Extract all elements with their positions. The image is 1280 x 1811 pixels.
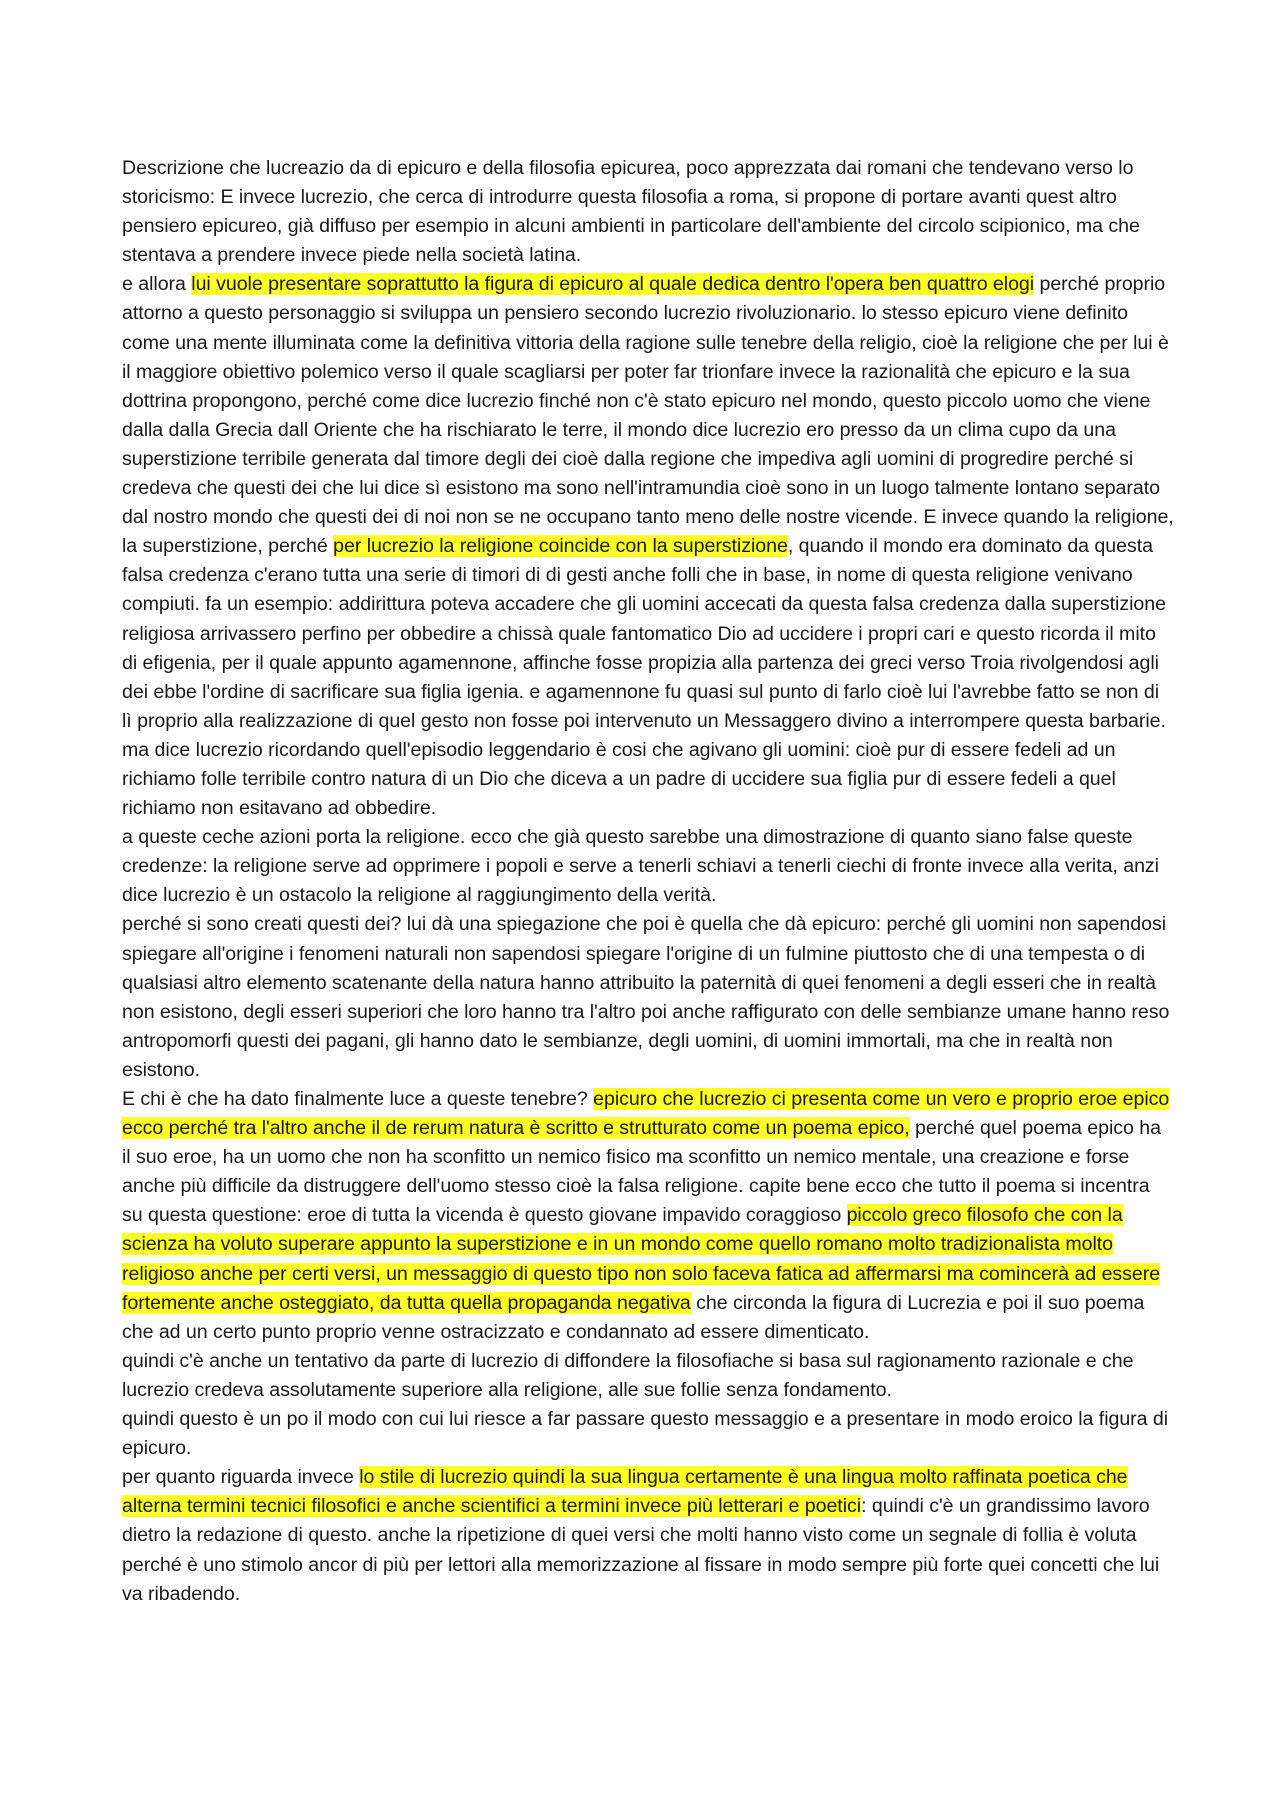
paragraph-intro xyxy=(122,154,1174,270)
paragraph-epicuro-elogi xyxy=(122,270,1174,823)
paragraph-origine-dei xyxy=(122,910,1174,1085)
highlighted-text: lui vuole presentare soprattutto la figura di epicuro al quale dedica dentro l'opera ben quattro elogi xyxy=(191,273,1035,296)
paragraph-tentativo xyxy=(122,1347,1174,1405)
document-body xyxy=(122,154,1174,1609)
text-span: E chi è che ha dato finalmente luce a queste tenebre? xyxy=(122,1088,594,1110)
paragraph-stile xyxy=(122,1463,1174,1608)
highlighted-text: per lucrezio la religione coincide con la superstizione xyxy=(333,535,788,558)
text-span: quindi questo è un po il modo con cui lui riesce a far passare questo messaggio e a presentare in modo eroico la figura di epicuro. xyxy=(122,1408,1169,1460)
text-span: perché quel poema epico ha il suo eroe, ha un uomo che non ha sconfitto un nemico fisico ma sconfitto un nemico mentale, una creazione e forse anche più difficile da distruggere dell'uomo stesso cioè la falsa religione. capite bene ecco che tutto il poema si incentra su questa questione: eroe di tutta la vicenda è questo giovane impavido coraggioso xyxy=(122,1117,1161,1227)
paragraph-messaggio xyxy=(122,1405,1174,1463)
highlighted-text: epicuro che lucrezio ci presenta come un vero e proprio eroe epico ecco perché tra l'altro anche il de rerum natura è scritto e strutturato come un poema epico, xyxy=(122,1088,1170,1140)
text-span: che circonda la figura di Lucrezia e poi il suo poema che ad un certo punto proprio venne ostracizzato e condannato ad essere dimenticato. xyxy=(122,1291,1145,1343)
text-span: a queste ceche azioni porta la religione. ecco che già questo sarebbe una dimostrazione di quanto siano false queste credenze: la religione serve ad opprimere i popoli e serve a tenerli schiavi a tenerli ciechi di fronte invece alla verita, anzi dice lucrezio è un ostacolo la religione al raggiungimento della verità. xyxy=(122,826,1159,907)
text-span: perché proprio attorno a questo personaggio si sviluppa un pensiero secondo lucrezio rivoluzionario. lo stesso epicuro viene definito come una mente illuminata come la definitiva vittoria della ragione sulle tenebre della religio, cioè la religione che per lui è il maggiore obiettivo polemico verso il quale scagliarsi per poter far trionfare invece la razionalità che epicuro e la sua dottrina propongono, perché come dice lucrezio finché non c'è stato epicuro nel mondo, questo piccolo uomo che viene dalla dalla Grecia dall Oriente che ha rischiarato le terre, il mondo dice lucrezio ero presso da un clima cupo da una superstizione terribile generata dal timore degli dei cioè dalla regione che impediva agli uomini di progredire perché si credeva che questi dei che lui dice sì esistono ma sono nell'intramundia cioè sono in un luogo talmente lontano separato dal nostro mondo che questi dei di noi non se ne occupano tanto meno delle nostre vicende. E invece quando la religione, la superstizione, perché xyxy=(122,273,1174,558)
text-span: Descrizione che lucreazio da di epicuro e della filosofia epicurea, poco apprezzata dai romani che tendevano verso lo storicismo: E invece lucrezio, che cerca di introdurre questa filosofia a roma, si propone di portare avanti quest altro pensiero epicureo, già diffuso per esempio in alcuni ambienti in particolare dell'ambiente del circolo scipionico, ma che stentava a prendere invece piede nella società latina. xyxy=(122,157,1140,267)
text-span: , quando il mondo era dominato da questa falsa credenza c'erano tutta una serie di timori di di gesti anche folli che in base, in nome di questa religione venivano compiuti. fa un esempio: addirittura poteva accadere che gli uomini accecati da questa falsa credenza dalla superstizione religiosa arrivassero perfino per obbedire a chissà quale fantomatico Dio ad uccidere i propri cari e questo ricorda il mito di efigenia, per il quale appunto agamennone, affinche fosse propizia alla partenza dei greci verso Troia rivolgendosi agli dei ebbe l'ordine di sacrificare sua figlia igenia. e agamennone fu quasi sul punto di farlo cioè lui l'avrebbe fatto se non di lì proprio alla realizzazione di quel gesto non fosse poi intervenuto un Messaggero divino a interrompere questa barbarie. ma dice lucrezio ricordando quell'episodio leggendario è cosi che agivano gli uomini: cioè pur di essere fedeli ad un richiamo folle terribile contro natura di un Dio che diceva a un padre di uccidere sua figlia pur di essere fedeli a quel richiamo non esitavano ad obbedire. xyxy=(122,535,1166,820)
highlighted-text: lo stile di lucrezio quindi la sua lingua certamente è una lingua molto raffinata poetica che alterna termini tecnici filosofici e anche scientifici a termini invece più letterari e poetici xyxy=(122,1466,1128,1518)
highlighted-text: piccolo greco filosofo che con la scienza ha voluto superare appunto la superstizione e in un mondo come quello romano molto tradizionalista molto religioso anche per certi versi, un messaggio di questo tipo non solo faceva fatica ad affermarsi ma comincerà ad essere fortemente anche osteggiato, da tutta quella propaganda negativa xyxy=(122,1204,1161,1314)
text-span: e allora xyxy=(122,273,192,296)
paragraph-cieche-azioni xyxy=(122,823,1174,910)
text-span: perché si sono creati questi dei? lui dà una spiegazione che poi è quella che dà epicuro: perché gli uomini non sapendosi spiegare all'origine i fenomeni naturali non sapendosi spiegare l'origine di un fulmine piuttosto che di una tempesta o di qualsiasi altro elemento scatenante della natura hanno attribuito la paternità di quei fenomeni a degli esseri che in realtà non esistono, degli esseri superiori che loro hanno tra l'altro poi anche raffigurato con delle sembianze umane hanno reso antropomorfi questi dei pagani, gli hanno dato le sembianze, degli uomini, di uomini immortali, ma che in realtà non esistono. xyxy=(122,913,1170,1081)
text-span: quindi c'è anche un tentativo da parte di lucrezio di diffondere la filosofiache si basa sul ragionamento razionale e che lucrezio credeva assolutamente superiore alla religione, alle sue follie senza fondamento. xyxy=(122,1349,1134,1401)
paragraph-eroe-epico xyxy=(122,1085,1174,1347)
text-span: : quindi c'è un grandissimo lavoro dietro la redazione di questo. anche la ripetizione di quei versi che molti hanno visto come un segnale di follia è voluta perché è uno stimolo ancor di più per lettori alla memorizzazione al fissare in modo sempre più forte quei concetti che lui va ribadendo. xyxy=(122,1495,1160,1605)
text-span: per quanto riguarda invece xyxy=(122,1466,360,1489)
